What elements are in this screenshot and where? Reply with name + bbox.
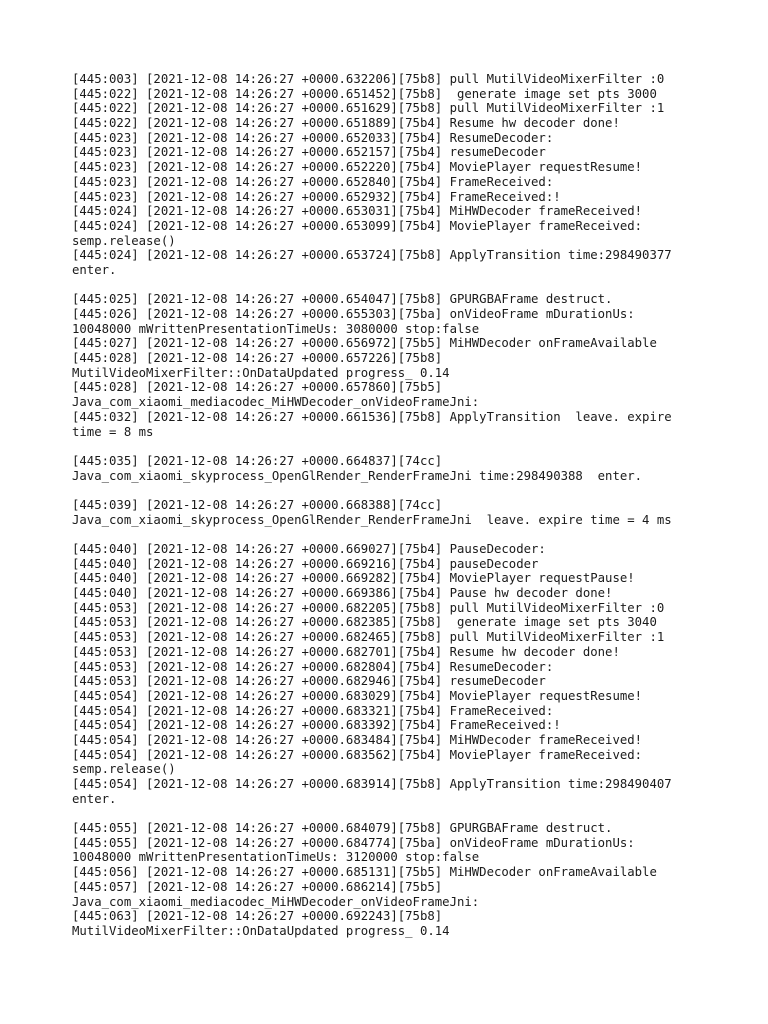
log-line: [445:054] [2021-12-08 14:26:27 +0000.683484][75b4] MiHWDecoder frameReceived! [72,732,643,747]
log-line: [445:054] [2021-12-08 14:26:27 +0000.683914][75b8] ApplyTransition time:298490407 [72,777,672,791]
log-line: [445:026] [2021-12-08 14:26:27 +0000.655303][75ba] onVideoFrame mDurationUs: [72,307,635,321]
log-line: [445:023] [2021-12-08 14:26:27 +0000.652220][75b4] MoviePlayer requestResume! [72,160,643,175]
log-line: [445:024] [2021-12-08 14:26:27 +0000.653099][75b4] MoviePlayer frameReceived: [72,218,643,233]
log-line: [445:040] [2021-12-08 14:26:27 +0000.669282][75b4] MoviePlayer requestPause! [72,571,635,586]
log-line: [445:056] [2021-12-08 14:26:27 +0000.685131][75b5] MiHWDecoder onFrameAvailable [72,865,657,880]
log-line: [445:055] [2021-12-08 14:26:27 +0000.684079][75b8] GPURGBAFrame destruct. [72,821,613,836]
blank-line [72,527,702,542]
log-text-block [72,72,702,939]
log-line: 10048000 mWrittenPresentationTimeUs: 3120000 stop:false [72,850,480,865]
log-line: [445:053] [2021-12-08 14:26:27 +0000.682465][75b8] pull MutilVideoMixerFilter :1 [72,630,665,645]
log-line: [445:053] [2021-12-08 14:26:27 +0000.682701][75b4] Resume hw decoder done! [72,644,620,659]
log-line: time = 8 ms [72,424,154,439]
log-line: Java_com_xiaomi_mediacodec_MiHWDecoder_onVideoFrameJni: [72,894,480,909]
log-line: 10048000 mWrittenPresentationTimeUs: 3080000 stop:false [72,321,480,336]
log-line: [445:023] [2021-12-08 14:26:27 +0000.652033][75b4] ResumeDecoder: [72,130,554,145]
log-line: [445:054] [2021-12-08 14:26:27 +0000.683392][75b4] FrameReceived:! [72,718,561,733]
log-line: [445:053] [2021-12-08 14:26:27 +0000.682205][75b8] pull MutilVideoMixerFilter :0 [72,600,665,615]
log-line: [445:035] [2021-12-08 14:26:27 +0000.664837][74cc] [72,453,443,468]
log-line: [445:053] [2021-12-08 14:26:27 +0000.682385][75b8] generate image set pts 3040 [72,615,657,630]
log-line: [445:003] [2021-12-08 14:26:27 +0000.632206][75b8] pull MutilVideoMixerFilter :0 [72,72,665,86]
log-line: MutilVideoMixerFilter::OnDataUpdated progress_ 0.14 [72,923,450,938]
log-line: [445:054] [2021-12-08 14:26:27 +0000.683562][75b4] MoviePlayer frameReceived: [72,747,643,762]
log-line: [445:054] [2021-12-08 14:26:27 +0000.683029][75b4] MoviePlayer requestResume! [72,688,643,703]
log-line: [445:040] [2021-12-08 14:26:27 +0000.669216][75b4] pauseDecoder [72,556,539,571]
log-line: [445:054] [2021-12-08 14:26:27 +0000.683321][75b4] FrameReceived: [72,703,554,718]
log-line: [445:063] [2021-12-08 14:26:27 +0000.692243][75b8] [72,909,443,924]
log-line: [445:024] [2021-12-08 14:26:27 +0000.653724][75b8] ApplyTransition time:298490377 [72,248,672,263]
log-line: enter. [72,262,117,277]
log-line: [445:023] [2021-12-08 14:26:27 +0000.652840][75b4] FrameReceived: [72,174,554,189]
log-line: [445:023] [2021-12-08 14:26:27 +0000.652932][75b4] FrameReceived:! [72,189,561,204]
log-line: Java_com_xiaomi_skyprocess_OpenGlRender_RenderFrameJni leave. expire time = 4 ms [72,512,672,527]
log-line: [445:022] [2021-12-08 14:26:27 +0000.651629][75b8] pull MutilVideoMixerFilter :1 [72,101,665,116]
log-line: [445:053] [2021-12-08 14:26:27 +0000.682946][75b4] resumeDecoder [72,674,546,689]
log-line: semp.release() [72,233,176,248]
log-line: [445:022] [2021-12-08 14:26:27 +0000.651452][75b8] generate image set pts 3000 [72,86,657,101]
log-line: [445:053] [2021-12-08 14:26:27 +0000.682804][75b4] ResumeDecoder: [72,659,554,674]
log-line: [445:055] [2021-12-08 14:26:27 +0000.684774][75ba] onVideoFrame mDurationUs: [72,835,635,850]
log-line: Java_com_xiaomi_skyprocess_OpenGlRender_RenderFrameJni time:298490388 enter. [72,468,643,483]
log-line: [445:040] [2021-12-08 14:26:27 +0000.669386][75b4] Pause hw decoder done! [72,586,613,601]
log-line: [445:022] [2021-12-08 14:26:27 +0000.651889][75b4] Resume hw decoder done! [72,116,620,131]
log-line: [445:023] [2021-12-08 14:26:27 +0000.652157][75b4] resumeDecoder [72,145,546,160]
blank-line [72,483,702,498]
log-line: enter. [72,791,117,806]
blank-line [72,806,702,821]
log-line: [445:057] [2021-12-08 14:26:27 +0000.686214][75b5] [72,879,443,894]
blank-line [72,278,702,293]
log-line: [445:032] [2021-12-08 14:26:27 +0000.661536][75b8] ApplyTransition leave. expire [72,409,672,424]
log-line: semp.release() [72,762,176,777]
log-line: [445:040] [2021-12-08 14:26:27 +0000.669027][75b4] PauseDecoder: [72,542,546,556]
log-line: MutilVideoMixerFilter::OnDataUpdated progress_ 0.14 [72,365,450,380]
log-line: Java_com_xiaomi_mediacodec_MiHWDecoder_onVideoFrameJni: [72,395,480,410]
log-line: [445:024] [2021-12-08 14:26:27 +0000.653031][75b4] MiHWDecoder frameReceived! [72,204,643,219]
log-line: [445:025] [2021-12-08 14:26:27 +0000.654047][75b8] GPURGBAFrame destruct. [72,292,613,307]
log-line: [445:039] [2021-12-08 14:26:27 +0000.668388][74cc] [72,497,443,512]
blank-line [72,439,702,454]
log-line: [445:027] [2021-12-08 14:26:27 +0000.656972][75b5] MiHWDecoder onFrameAvailable [72,336,657,351]
log-line: [445:028] [2021-12-08 14:26:27 +0000.657860][75b5] [72,380,443,395]
log-line: [445:028] [2021-12-08 14:26:27 +0000.657226][75b8] [72,351,443,366]
